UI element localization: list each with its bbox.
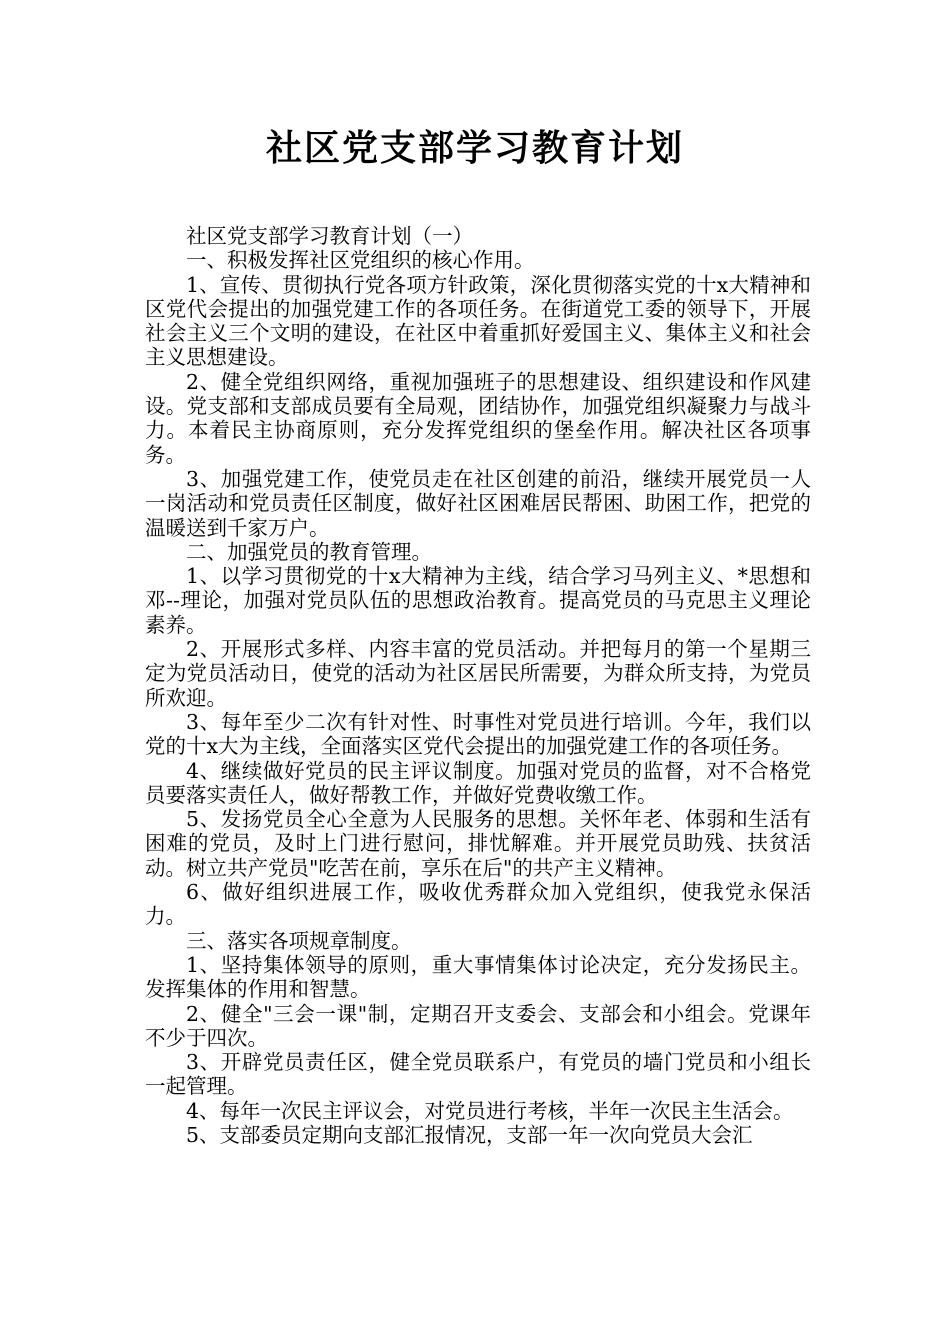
paragraph: 5、发扬党员全心全意为人民服务的思想。关怀年老、体弱和生活有困难的党员，及时上门进行慰问，排忧解难。并开展党员助残、扶贫活动。树立共产党员"吃苦在前，享乐在后"的共产主义精神。 bbox=[145, 807, 811, 880]
paragraph: 6、做好组织进展工作，吸收优秀群众加入党组织，使我党永保活力。 bbox=[145, 880, 811, 929]
paragraph: 社区党支部学习教育计划（一） bbox=[186, 224, 473, 248]
paragraph: 2、开展形式多样、内容丰富的党员活动。并把每月的第一个星期三定为党员活动日，使党的活动为社区居民所需要，为群众所支持，为党员所欢迎。 bbox=[145, 637, 811, 710]
paragraph: 4、每年一次民主评议会，对党员进行考核，半年一次民主生活会。 bbox=[186, 1098, 794, 1123]
paragraph: 3、每年至少二次有针对性、时事性对党员进行培训。今年，我们以党的十x大为主线，全面落实区党代会提出的加强党建工作的各项任务。 bbox=[145, 709, 811, 759]
paragraph: 一、积极发挥社区党组织的核心作用。 bbox=[186, 248, 535, 273]
paragraph: 1、宣传、贯彻执行党各项方针政策，深化贯彻落实党的十x大精神和区党代会提出的加强党建工作的各项任务。在街道党工委的领导下，开展社会主义三个文明的建设，在社区中着重抓好爱国主义、集体主义和社会主义思想建设。 bbox=[145, 272, 811, 370]
paragraph: 3、加强党建工作，使党员走在社区创建的前沿，继续开展党员一人一岗活动和党员责任区制度，做好社区困难居民帮困、助困工作，把党的温暖送到千家万户。 bbox=[145, 466, 811, 540]
paragraph: 二、加强党员的教育管理。 bbox=[186, 539, 432, 564]
paragraph: 1、坚持集体领导的原则，重大事情集体讨论决定，充分发扬民主。发挥集体的作用和智慧。 bbox=[145, 952, 811, 1002]
document-body bbox=[145, 224, 811, 1147]
paragraph: 三、落实各项规章制度。 bbox=[186, 928, 412, 953]
paragraph: 2、健全"三会一课"制，定期召开支委会、支部会和小组会。党课年不少于四次。 bbox=[145, 1001, 811, 1050]
document-title: 社区党支部学习教育计划 bbox=[265, 128, 684, 169]
paragraph: 4、继续做好党员的民主评议制度。加强对党员的监督，对不合格党员要落实责任人，做好帮教工作，并做好党费收缴工作。 bbox=[145, 758, 811, 807]
paragraph: 1、以学习贯彻党的十x大精神为主线，结合学习马列主义、*思想和邓--理论，加强对党员队伍的思想政治教育。提高党员的马克思主义理论素养。 bbox=[145, 564, 811, 637]
paragraph: 2、健全党组织网络，重视加强班子的思想建设、组织建设和作风建设。党支部和支部成员要有全局观，团结协作，加强党组织凝聚力与战斗力。本着民主协商原则，充分发挥党组织的堡垒作用。解决社区各项事务。 bbox=[145, 369, 811, 467]
paragraph: 5、支部委员定期向支部汇报情况，支部一年一次向党员大会汇 bbox=[186, 1122, 753, 1147]
paragraph: 3、开辟党员责任区，健全党员联系户，有党员的墙门党员和小组长一起管理。 bbox=[145, 1050, 811, 1099]
